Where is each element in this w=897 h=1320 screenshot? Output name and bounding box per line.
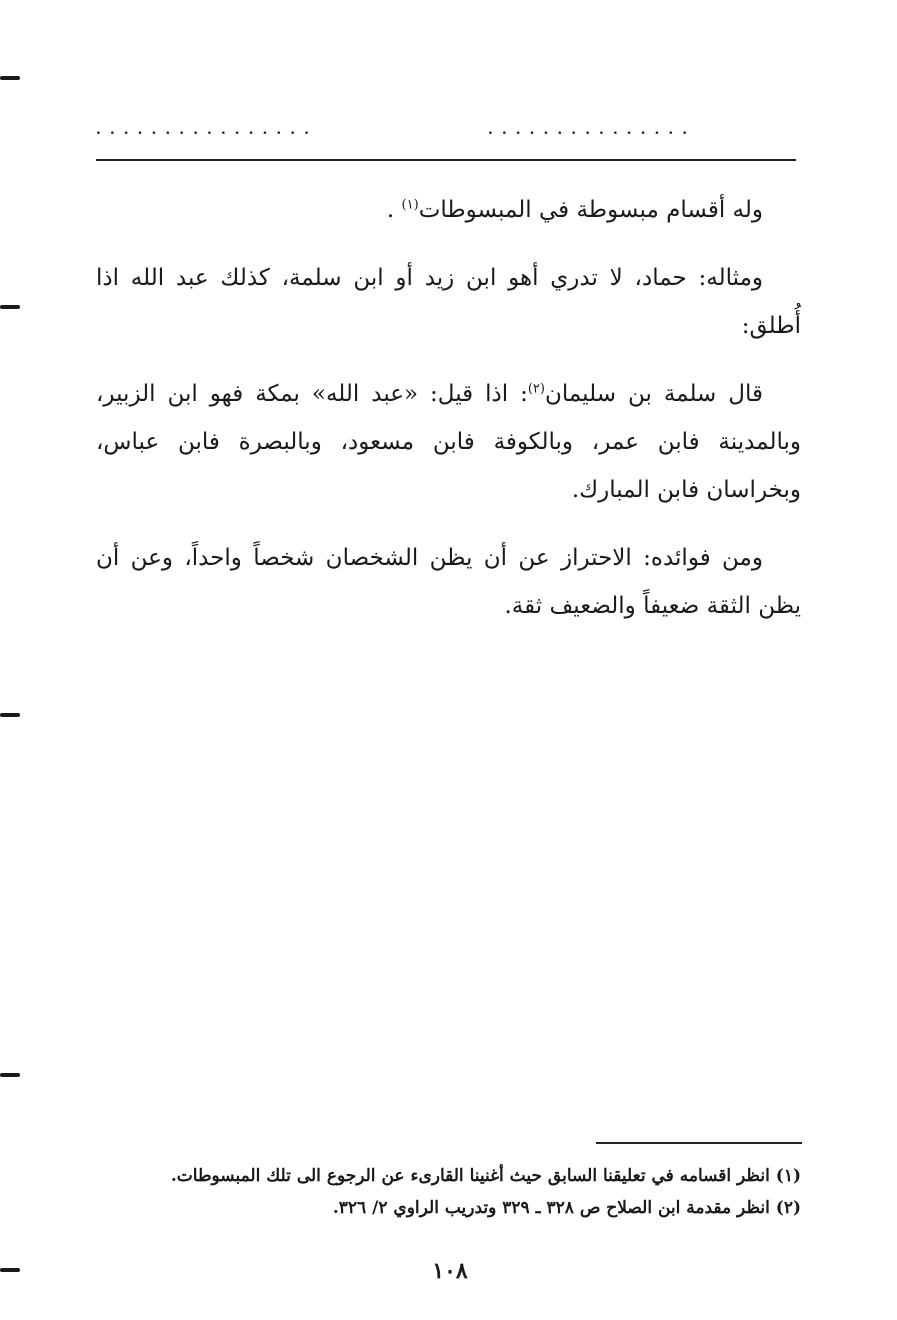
- footnotes: [96, 1160, 801, 1224]
- paragraph-3-pre: قال سلمة بن سليمان: [544, 381, 764, 407]
- footnote-1: (١) انظر اقسامه في تعليقنا السابق حيث أغنينا القارىء عن الرجوع الى تلك المبسوطات.: [170, 1166, 801, 1186]
- footnote-rule: [596, 1142, 802, 1144]
- scan-edge-mark: [0, 305, 20, 309]
- paragraph-3: [96, 370, 801, 514]
- main-text: [96, 186, 801, 650]
- footnote-ref-2: (٢): [527, 381, 545, 397]
- footnote-2: (٢) انظر مقدمة ابن الصلاح ص ٣٢٨ ـ ٣٢٩ وتدريب الراوي ٢/ ٣٢٦.: [332, 1198, 801, 1218]
- scan-edge-mark: [0, 1268, 20, 1272]
- paragraph-1-text: وله أقسام مبسوطة في المبسوطات: [418, 197, 763, 223]
- scan-edge-mark: [0, 713, 20, 717]
- page-number: ١٠٨: [432, 1258, 468, 1284]
- paragraph-2: ومثاله: حماد، لا تدري أهو ابن زيد أو ابن سلمة، كذلك عبد الله اذا أُطلق:: [96, 265, 801, 339]
- paragraph-1-end: .: [386, 197, 402, 223]
- paragraph-1: [96, 186, 801, 234]
- header-rule: [96, 159, 796, 161]
- paragraph-4: ومن فوائده: الاحتراز عن أن يظن الشخصان شخصاً واحداً، وعن أن يظن الثقة ضعيفاً والضعيف ثقة.: [96, 545, 801, 619]
- scan-edge-mark: [0, 76, 20, 80]
- footnote-ref-1: (١): [401, 197, 419, 213]
- header-dots-left: ................: [96, 122, 318, 138]
- header-dots-right: ...............: [488, 122, 697, 138]
- scan-edge-mark: [0, 1073, 20, 1077]
- paragraph-3-post: : اذا قيل: «عبد الله» بمكة فهو ابن الزبير، وبالمدينة فابن عمر، وبالكوفة فابن مسعود، وبالبصرة فابن عباس، وبخراسان فابن المبارك.: [96, 381, 801, 503]
